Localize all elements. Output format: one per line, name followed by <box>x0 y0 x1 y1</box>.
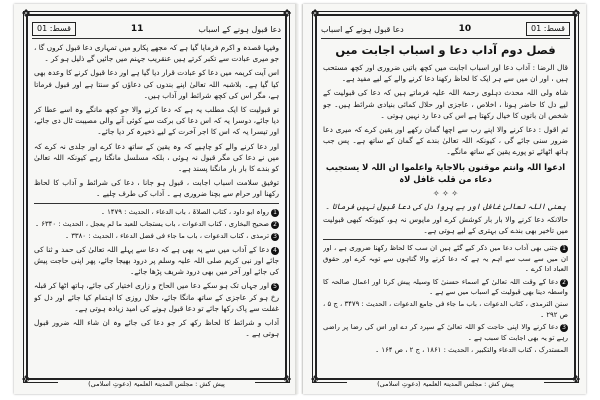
page-number: 10 <box>458 24 472 34</box>
right-page-header <box>321 20 570 39</box>
right-page <box>303 4 586 394</box>
paragraph: آداب و شرائط کا لحاظ رکھ کر جو دعا کی جائے وہ ان شاء اللہ ضرور قبول ہوتی ہے ۔ <box>34 318 279 339</box>
running-head: دعا قبول ہونے کے اسباب <box>321 24 404 34</box>
footnotes <box>34 203 279 242</box>
right-page-body <box>323 42 568 364</box>
paragraph: وفیہا قصدہ و اکرم فرمایا گیا ہے کہ مجھے پکارو میں تمہاری دعا قبول کروں گا ، جو میری عبادت سے تکبر کرتے ہیں عنقریب جہنم میں جائیں گے ذلیل ہو کر ۔ <box>34 43 279 64</box>
bullet-icon: 1 <box>271 209 279 217</box>
book-spread <box>14 4 586 396</box>
paragraph: توفیق سلامت اسباب اجابت ، قبول ہو جانا ، دعا کی شرائط و آداب کا لحاظ رکھنا اور حرام سے بچنا ضروری ہے ۔ آداب کی طرف چلیے ۔ <box>34 178 279 199</box>
chapter-title: فصل دوم آداب دعا و اسباب اجابت میں <box>335 43 556 57</box>
paragraph: قال الرضا : آداب دعا اور اسباب اجابت میں کچھ باتیں ضروری اور کچھ مستحب ہیں ، اور ان میں سے ہر ایک کا لحاظ رکھنا دعا کرنے والے کے لیے مفید ہے۔ <box>323 63 568 84</box>
bullet-icon: 4 <box>271 247 279 255</box>
footnote: 2صحیح البخاری ، کتاب الدعوات ، باب یستجاب للعبد ما لم یعجل ، الحدیث : ۶۳۴۰ ۔ <box>34 219 279 229</box>
page-number: 11 <box>130 24 144 34</box>
page-footer: پیش کش : مجلس المدینۃ العلمیۃ (دعوتِ اسلامی) <box>347 380 544 390</box>
ornament-icon: ❖ <box>571 7 581 20</box>
ornament-icon: ❖ <box>21 373 31 386</box>
installment-label: قسط: 01 <box>32 22 76 36</box>
footnote: المستدرک ، کتاب الدعاء والتکبیر ، الحدیث : ۱۸۶۱ ، ج ۲ ، ص ۱۶۴ ۔ <box>375 346 568 355</box>
paragraph: 5اور جہاں تک ہو سکے دعا میں الحاح و زاری اختیار کی جائے، ہاتھ اٹھا کر قبلہ رخ ہو کر عاجزی کے ساتھ مانگا جائے، حلال روزی کا اہتمام کیا جائے اور دل کو غفلت سے پاک رکھا جائے تو دعا قبول ہونے کی امید زیادہ ہوتی ہے۔ <box>34 281 279 313</box>
left-page-header <box>32 20 281 39</box>
bullet-icon: 2 <box>271 221 279 229</box>
ornament-icon: ❖ <box>282 373 292 386</box>
running-head: دعا قبول ہونے کے اسباب <box>198 24 281 34</box>
ornament-icon: ❖ <box>282 7 292 20</box>
arabic-quote: ادعوا اللہ وانتم موقنون بالاجابۃ واعلموا ان اللہ لا یستجیب دعاء من قلب غافل لاہ <box>325 161 566 184</box>
ornament-icon: ❖ <box>571 373 581 386</box>
installment-label: قسط: 01 <box>526 22 570 36</box>
footnote: 1رواہ ابو داود ، کتاب الصلاۃ ، باب الدعاء ، الحدیث : ۱۴۷۹ ۔ <box>34 207 279 217</box>
bullet-icon: 1 <box>560 245 568 253</box>
page-footer: پیش کش : مجلس المدینۃ العلمیۃ (دعوتِ اسلامی) <box>58 380 255 390</box>
divider-ornament-icon: ✧ ✧ ✧ <box>432 188 459 198</box>
ornament-icon: ❖ <box>310 373 320 386</box>
left-page-body <box>34 42 279 364</box>
bullet-icon: 3 <box>271 233 279 241</box>
ornament-icon: ❖ <box>21 7 31 20</box>
left-page-frame <box>21 7 292 388</box>
footnote: 3ترمذی ، کتاب الدعوات ، باب ما جاء فی فضل الدعاء ، الحدیث : ۳۳۸۰ ۔ <box>34 231 279 241</box>
bullet-icon: 2 <box>560 279 568 287</box>
paragraph: اور دعا کرنے والے کو چاہیے کہ وہ یقین کے ساتھ دعا کرے اور جلدی نہ کرے کہ میں نے دعا کی مگر قبول نہ ہوئی ، بلکہ مسلسل مانگتا رہے کیونکہ اللہ تعالیٰ کو بندے کا بار بار مانگنا پسند ہے۔ <box>34 141 279 174</box>
bullet-icon: 5 <box>271 283 279 291</box>
paragraph: اس آیت کریمہ میں دعا کو عبادت قرار دیا گیا ہے اور دعا قبول کرنے کا وعدہ بھی کیا گیا ہے۔ بلاشبہ اللہ تعالیٰ اپنے بندوں کی دعاؤں کو سنتا ہے اور قبول فرماتا ہے، مگر اس کی کچھ شرائط اور آداب ہیں۔ <box>34 68 279 100</box>
paragraph: تو قبولیت کا ایک مطلب یہ ہے کہ دعا کرنے والا جو کچھ مانگے وہ اسے عطا کر دیا جائے، دوسرا یہ کہ اس دعا کی برکت سے کوئی آنے والی مصیبت ٹال دی جائے، اور تیسرا یہ کہ اس کا اجر آخرت کے لیے ذخیرہ کر دیا جائے۔ <box>34 105 279 137</box>
footnote: سنن الترمذی ، کتاب الدعوات ، باب ما جاء فی جامع الدعوات ، الحدیث : ۳۴۷۹ ، ج ۵ ، ص ۲۹۲ ۔ <box>323 300 568 319</box>
paragraph: ثم اقول : دعا کرنے والا اپنے رب سے اچھا گمان رکھے اور یقین کرے کہ میری دعا ضرور سنی جائے گی ، کیونکہ اللہ تعالیٰ بندے کے گمان کے ساتھ ہے۔ پس جب ہاتھ اٹھائے تو پورے یقین کے ساتھ مانگے۔ <box>323 125 568 157</box>
footnote: 3دعا کرنے والا اپنی حاجت کو اللہ تعالیٰ کے سپرد کر دے اور اس کی رضا پر راضی رہے تو یہ بھی اجابت کا سبب ہے ۔ <box>323 323 568 342</box>
footnote: 1جتنی بھی آداب دعا میں ذکر کیے گئے ہیں ان سب کا لحاظ رکھنا ضروری ہے ، اور ان میں سے سب سے اہم یہ ہے کہ دعا کرنے والا گناہوں سے توبہ کرے اور حقوق العباد ادا کرے ۔ <box>323 244 568 274</box>
pull-quote: یعنی اللہ تعالیٰ غافل اور بے پروا دل کی دعا قبول نہیں فرماتا ۔ <box>325 201 566 211</box>
right-page-frame <box>310 7 581 388</box>
paragraph: 4دعا کے آداب میں سے یہ بھی ہے کہ دعا سے پہلے اللہ تعالیٰ کی حمد و ثنا کی جائے اور نبی کریم صلی اللہ علیہ وسلم پر درود بھیجا جائے، پھر اپنی حاجت پیش کی جائے اور آخر میں بھی درود شریف پڑھا جائے۔ <box>34 244 279 277</box>
paragraph: شاہ ولی اللہ محدث دہلوی رحمۃ اللہ علیہ فرماتے ہیں کہ دعا کی قبولیت کے لیے دل کا حاضر ہونا ، اخلاص ، عاجزی اور حلال کمائی بنیادی شرائط ہیں۔ جو شخص ان باتوں کا خیال رکھتا ہے اس کی دعا رد نہیں ہوتی ۔ <box>323 88 568 120</box>
paragraph: حالانکہ دعا کرنے والا بار بار کوشش کرے اور مایوس نہ ہو، کیونکہ کبھی قبولیت میں تاخیر بھی بندے کی بہتری کے لیے ہوتی ہے۔ <box>323 215 568 236</box>
footnotes <box>323 239 568 355</box>
ornament-icon: ❖ <box>310 7 320 20</box>
footnote: 2دعا کے وقت اللہ تعالیٰ کے اسماء حسنیٰ کا وسیلہ پیش کرنا اور اعمال صالحہ کا واسطہ دینا بھی قبولیت کے اسباب میں سے ہے ۔ <box>323 277 568 297</box>
bullet-icon: 3 <box>560 324 568 332</box>
left-page <box>14 4 297 394</box>
